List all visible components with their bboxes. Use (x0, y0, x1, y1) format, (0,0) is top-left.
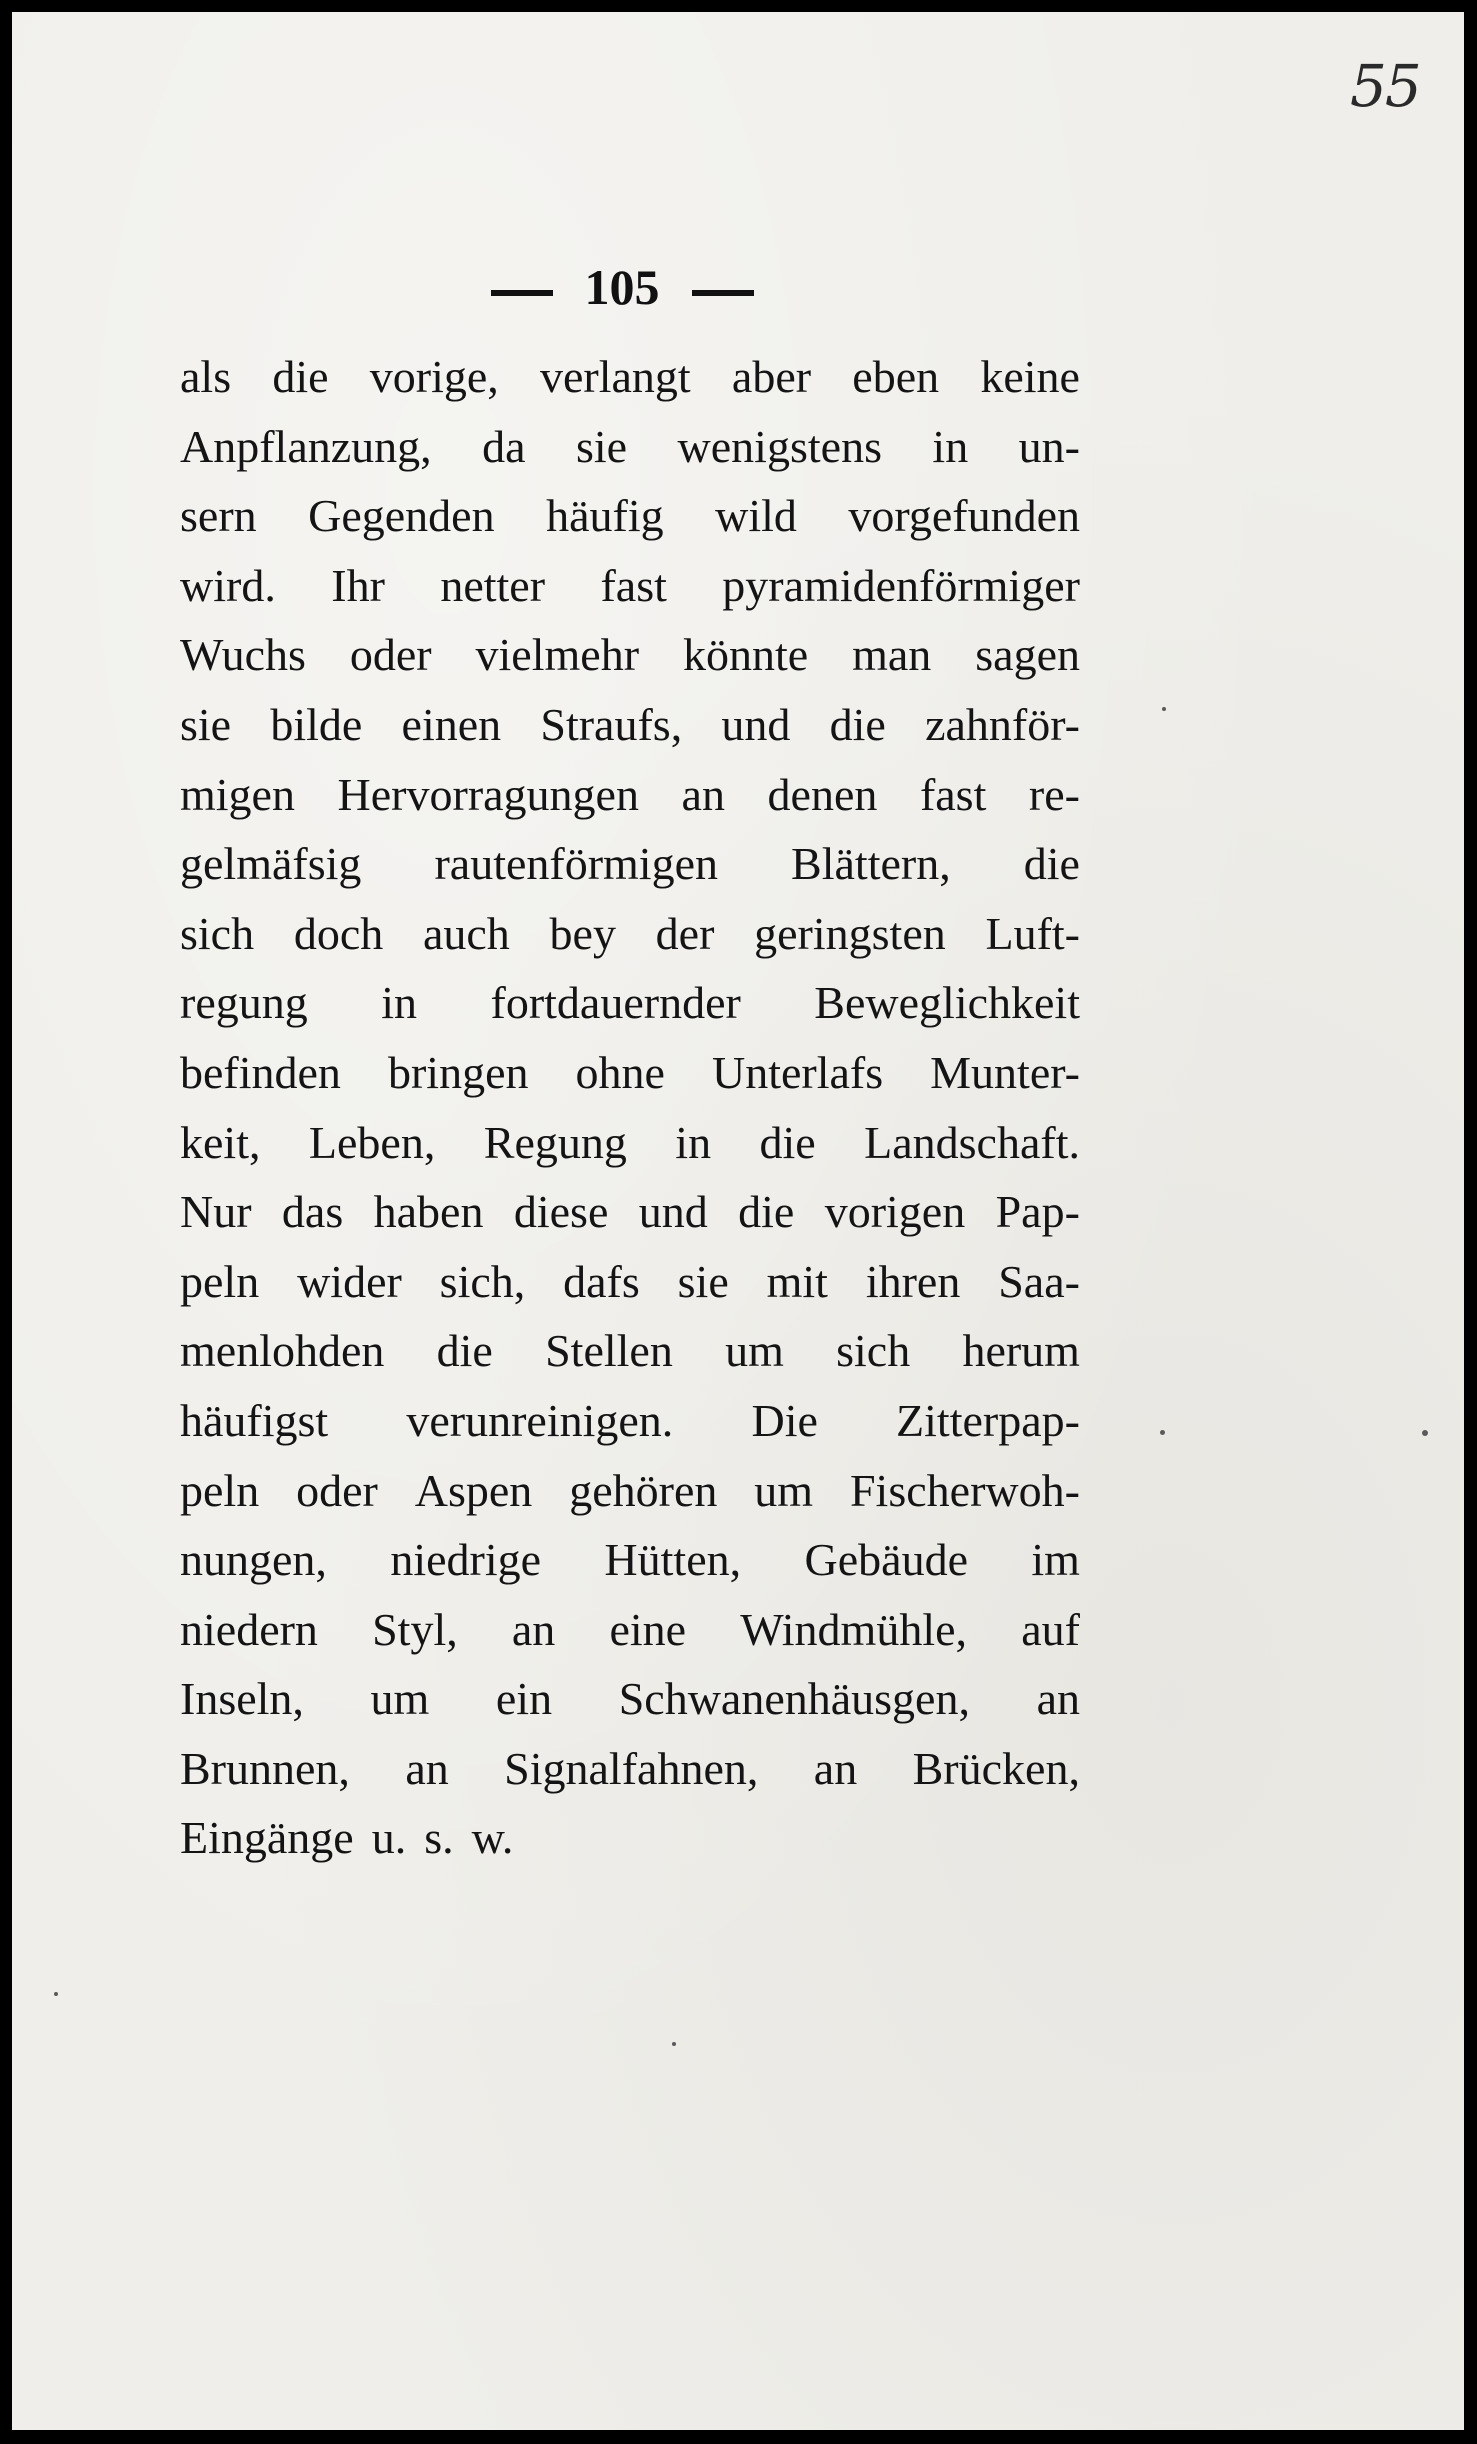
word: ein (495, 1673, 553, 1725)
word: keit, (180, 1116, 261, 1168)
word: um (725, 1325, 784, 1377)
text-line (180, 1595, 1080, 1665)
word: befinden (180, 1046, 341, 1098)
word: vorigen (824, 1186, 966, 1238)
word: die (436, 1325, 493, 1377)
word: häufig (546, 490, 664, 542)
word: peln (180, 1255, 260, 1307)
paper-speck (672, 2042, 676, 2046)
word: sich (180, 907, 255, 959)
word: bringen (387, 1046, 529, 1098)
word: bey (549, 907, 616, 959)
word: Landschaft. (864, 1116, 1080, 1168)
word: fortdauernder (490, 977, 741, 1029)
word: einen (401, 698, 502, 750)
word: w. (471, 1812, 514, 1864)
word: eben (852, 351, 940, 402)
word: an (1036, 1673, 1080, 1725)
word: Hervorragungen (337, 768, 639, 820)
text-line (180, 342, 1080, 412)
word: Brunnen, (180, 1742, 350, 1794)
word: der (655, 907, 715, 959)
handwritten-folio-number: 55 (1350, 52, 1420, 120)
text-line (180, 1108, 1080, 1178)
right-dash (692, 290, 754, 296)
word: und (721, 698, 791, 750)
word: fast (919, 768, 987, 820)
word: niedrige (390, 1534, 542, 1586)
word: verlangt (539, 351, 691, 402)
word: netter (440, 559, 546, 611)
paper-speck (1422, 1430, 1428, 1436)
book-page (12, 12, 1464, 2430)
word: sich, (439, 1255, 526, 1307)
word: die (738, 1186, 795, 1238)
word: keine (980, 351, 1080, 402)
word: sagen (975, 629, 1080, 681)
text-line (180, 1177, 1080, 1247)
body-text (180, 342, 1080, 1873)
word: regung (180, 977, 308, 1029)
word: u. (371, 1812, 407, 1864)
word: Leben, (308, 1116, 436, 1168)
text-line (180, 829, 1080, 899)
text-line (180, 1525, 1080, 1595)
word: Unterlafs (711, 1046, 884, 1098)
word: Stellen (545, 1325, 673, 1377)
word: die (759, 1116, 816, 1168)
word: rautenförmigen (434, 838, 718, 890)
word: pyramidenförmiger (722, 559, 1080, 611)
text-line (180, 481, 1080, 551)
word: Wuchs (180, 629, 306, 681)
word: ohne (575, 1046, 665, 1098)
word: an (405, 1742, 449, 1794)
word: aber (731, 351, 812, 402)
word: könnte (682, 629, 809, 681)
word: nungen, (180, 1534, 327, 1586)
word: Gegenden (308, 490, 495, 542)
word: als (180, 351, 232, 402)
text-line (180, 1803, 1080, 1873)
word: man (852, 629, 932, 681)
word: wild (715, 490, 797, 542)
text-line (180, 968, 1080, 1038)
word: doch (293, 907, 384, 959)
word: Styl, (372, 1603, 458, 1655)
word: an (813, 1742, 858, 1794)
word: un- (1018, 420, 1080, 472)
left-dash (491, 290, 553, 296)
word: die (1023, 838, 1080, 890)
word: wenigstens (677, 420, 882, 472)
word: Regung (483, 1116, 627, 1168)
text-line (180, 1386, 1080, 1456)
text-line (180, 1456, 1080, 1526)
word: diese (513, 1186, 609, 1238)
word: gehören (569, 1464, 718, 1516)
word: Fischerwoh- (849, 1464, 1080, 1516)
word: Brücken, (912, 1742, 1080, 1794)
word: die (272, 351, 329, 402)
text-line (180, 551, 1080, 621)
word: Zitterpap- (896, 1394, 1080, 1446)
word: Inseln, (180, 1673, 304, 1725)
word: migen (180, 768, 295, 820)
word: eine (609, 1603, 687, 1655)
word: sich (836, 1325, 911, 1377)
word: haben (373, 1186, 484, 1238)
word: fast (600, 559, 667, 611)
word: und (638, 1186, 708, 1238)
word: sie (575, 420, 628, 472)
text-line (180, 1316, 1080, 1386)
word: denen (767, 768, 878, 820)
word: Hütten, (604, 1534, 742, 1586)
word: niedern (180, 1603, 318, 1655)
word: geringsten (754, 907, 946, 959)
word: s. (424, 1812, 454, 1864)
text-line (180, 690, 1080, 760)
running-head (432, 259, 812, 315)
word: Pap- (995, 1186, 1080, 1238)
paper-speck (1162, 707, 1166, 711)
word: Ihr (331, 559, 385, 611)
word: sie (180, 698, 232, 750)
word: Nur (180, 1186, 252, 1238)
word: in (675, 1116, 712, 1168)
word: Straufs, (540, 698, 683, 750)
word: Beweglichkeit (814, 977, 1080, 1029)
word: Windmühle, (740, 1603, 968, 1655)
word: Blättern, (791, 838, 951, 890)
text-line (180, 412, 1080, 482)
word: Saa- (998, 1255, 1080, 1307)
word: Aspen (414, 1464, 533, 1516)
word: oder (296, 1464, 378, 1516)
paper-speck (54, 1992, 58, 1996)
word: mit (766, 1255, 828, 1307)
word: um (370, 1673, 430, 1725)
word: das (281, 1186, 344, 1238)
word: an (511, 1603, 556, 1655)
word: herum (962, 1325, 1080, 1377)
word: an (681, 768, 725, 820)
word: vorgefunden (848, 490, 1080, 542)
word: auf (1021, 1603, 1080, 1655)
word: verunreinigen. (406, 1394, 674, 1446)
text-line (180, 899, 1080, 969)
word: Eingänge (180, 1812, 354, 1864)
word: Anpflanzung, (180, 420, 432, 472)
word: die (829, 698, 886, 750)
word: menlohden (180, 1325, 385, 1377)
word: wider (297, 1255, 402, 1307)
word: Munter- (930, 1046, 1080, 1098)
word: vielmehr (475, 629, 640, 681)
word: sie (677, 1255, 729, 1307)
word: zahnför- (925, 698, 1080, 750)
word: häufigst (180, 1394, 329, 1446)
word: vorige, (369, 351, 499, 402)
word: ihren (865, 1255, 961, 1307)
word: oder (349, 629, 432, 681)
word: wird. (180, 559, 276, 611)
page-number: 105 (584, 259, 660, 315)
text-line (180, 620, 1080, 690)
word: Die (751, 1394, 818, 1446)
word: Signalfahnen, (504, 1742, 759, 1794)
word: re- (1028, 768, 1080, 820)
word: sern (180, 490, 257, 542)
word: da (482, 420, 526, 472)
paper-speck (1160, 1430, 1165, 1435)
word: im (1031, 1534, 1080, 1586)
word: peln (180, 1464, 260, 1516)
word: auch (422, 907, 510, 959)
word: in (381, 977, 418, 1029)
text-line (180, 1664, 1080, 1734)
text-line (180, 1247, 1080, 1317)
word: Schwanenhäusgen, (618, 1673, 970, 1725)
text-line (180, 1734, 1080, 1804)
text-line (180, 760, 1080, 830)
text-line (180, 1038, 1080, 1108)
word: um (754, 1464, 814, 1516)
word: dafs (563, 1255, 640, 1307)
word: bilde (270, 698, 363, 750)
word: Gebäude (804, 1534, 968, 1586)
word: in (932, 420, 969, 472)
word: gelmäfsig (180, 838, 362, 890)
word: Luft- (985, 907, 1080, 959)
